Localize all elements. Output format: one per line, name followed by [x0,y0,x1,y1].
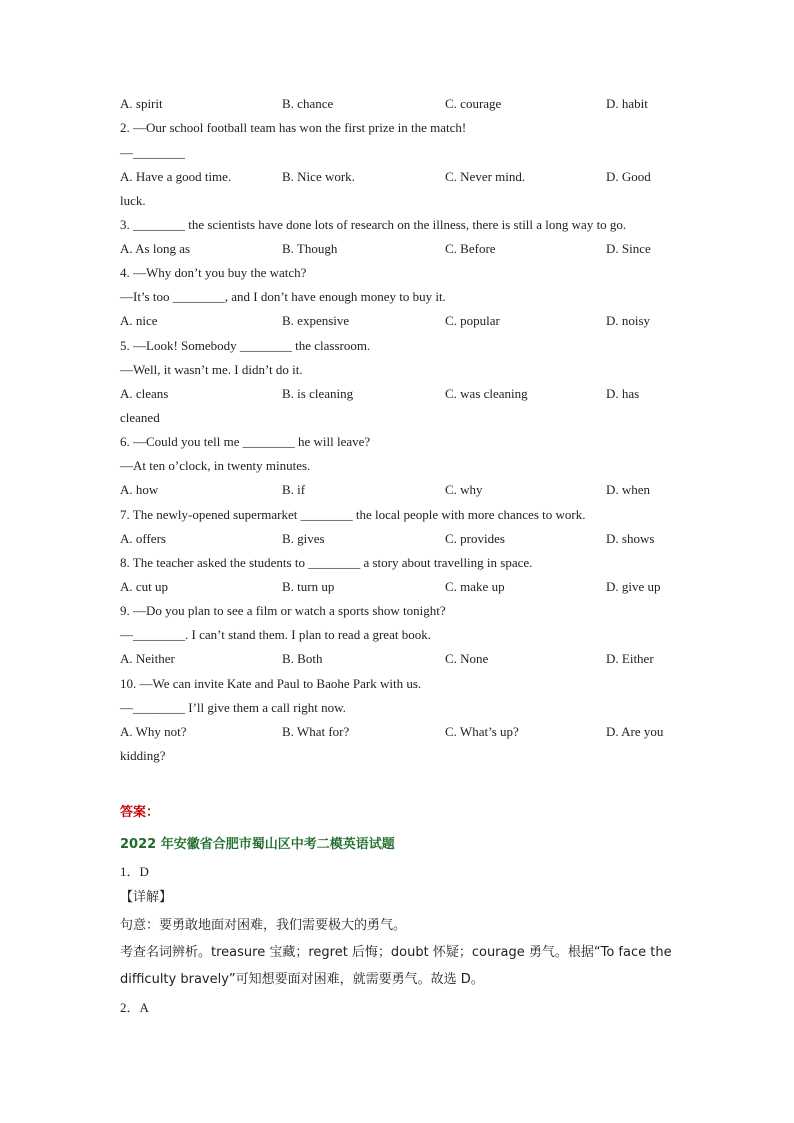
q4-option-d: D. noisy [606,313,651,328]
q9-stem: 9. —Do you plan to see a film or watch a sports show tonight? [120,603,446,618]
q6-stem: 6. —Could you tell me ________ he will leave? [120,434,371,449]
q7-option-b: B. gives [282,531,325,546]
q9-option-a: A. Neither [120,651,175,666]
q2-option-d: D. Good [606,169,651,184]
q7-stem: 7. The newly-opened supermarket ________ the local people with more chances to work. [120,507,586,522]
answers-document-title: 2022 年安徽省合肥市蜀山区中考二模英语试题 [120,837,395,852]
q1-option-c: C. courage [445,96,502,111]
q4-options [120,313,680,329]
q1-option-b: B. chance [282,96,334,111]
q3-option-c: C. Before [445,241,496,256]
q3-option-b: B. Though [282,241,338,256]
q5-option-d-wrap: cleaned [120,410,160,425]
q9-option-c: C. None [445,651,489,666]
sentence-meaning: 句意：要勇敢地面对困难，我们需要极大的勇气。 [120,918,407,933]
q8-option-a: A. cut up [120,579,169,594]
q2-reply: —________ [120,145,185,160]
q10-reply: —________ I’ll give them a call right now. [120,700,346,715]
q3-option-d: D. Since [606,241,651,256]
q2-stem: 2. —Our school football team has won the first prize in the match! [120,120,467,135]
q5-option-c: C. was cleaning [445,386,528,401]
q10-stem: 10. —We can invite Kate and Paul to Baohe Park with us. [120,676,422,691]
q7-option-d: D. shows [606,531,655,546]
q5-option-d: D. has [606,386,640,401]
q9-options [120,651,680,667]
q6-option-a: A. how [120,482,159,497]
q8-option-d: D. give up [606,579,661,594]
q5-option-a: A. cleans [120,386,169,401]
q3-stem: 3. ________ the scientists have done lots of research on the illness, there is still a long way to go. [120,217,627,232]
answers-heading: 答案： [120,805,160,820]
q9-option-d: D. Either [606,651,654,666]
q7-options [120,531,680,547]
q4-reply: —It’s too ________, and I don’t have enough money to buy it. [120,289,446,304]
q6-reply: —At ten o’clock, in twenty minutes. [120,458,311,473]
q1-options [120,96,680,112]
q5-stem: 5. —Look! Somebody ________ the classroom. [120,338,371,353]
q1-option-d: D. habit [606,96,648,111]
q10-option-b: B. What for? [282,724,350,739]
q6-option-d: D. when [606,482,651,497]
q4-option-c: C. popular [445,313,500,328]
q9-reply: —________. I can’t stand them. I plan to read a great book. [120,627,431,642]
q5-options [120,386,680,402]
q6-option-c: C. why [445,482,483,497]
q9-option-b: B. Both [282,651,323,666]
q8-option-b: B. turn up [282,579,335,594]
q2-option-b: B. Nice work. [282,169,355,184]
q5-reply: —Well, it wasn’t me. I didn’t do it. [120,362,303,377]
q6-option-b: B. if [282,482,306,497]
answer-2: 2．A [120,1000,149,1015]
q8-option-c: C. make up [445,579,505,594]
q10-option-d-wrap: kidding? [120,748,166,763]
q10-option-d: D. Are you [606,724,664,739]
q2-option-a: A. Have a good time. [120,169,232,184]
q4-option-b: B. expensive [282,313,350,328]
q10-option-c: C. What’s up? [445,724,519,739]
q4-stem: 4. —Why don’t you buy the watch? [120,265,307,280]
q1-option-a: A. spirit [120,96,163,111]
analysis-line-1: 考查名词辨析。treasure 宝藏；regret 后悔；doubt 怀疑；courage 勇气。根据“To face the [120,945,672,960]
detail-label: 【详解】 [120,890,173,905]
q10-options [120,724,680,740]
q6-options [120,482,680,498]
q8-options [120,579,680,595]
q3-option-a: A. As long as [120,241,191,256]
q7-option-a: A. offers [120,531,166,546]
analysis-line-2: difficulty bravely”可知想要面对困难，就需要勇气。故选 D。 [120,972,484,987]
q8-stem: 8. The teacher asked the students to ________ a story about travelling in space. [120,555,533,570]
q10-option-a: A. Why not? [120,724,187,739]
answer-1: 1．D [120,864,149,879]
q3-options [120,241,680,257]
q2-options [120,169,680,185]
q2-option-d-wrap: luck. [120,193,146,208]
q2-option-c: C. Never mind. [445,169,526,184]
q5-option-b: B. is cleaning [282,386,354,401]
q4-option-a: A. nice [120,313,158,328]
q7-option-c: C. provides [445,531,505,546]
